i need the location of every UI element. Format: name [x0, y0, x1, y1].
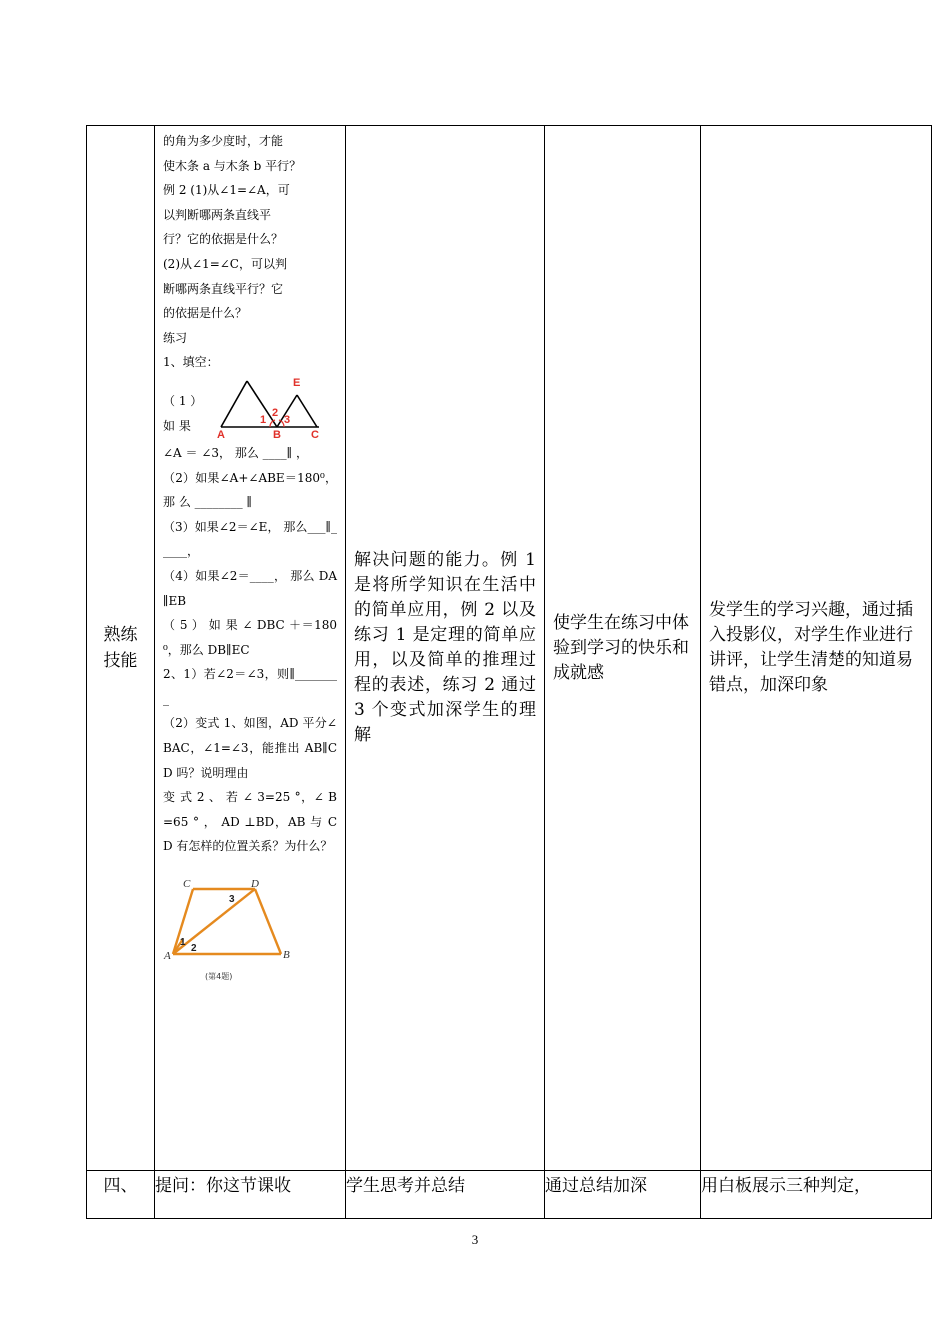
- content-line: (2)从∠1=∠C，可以判: [163, 256, 287, 271]
- content-line: 练习: [163, 330, 188, 345]
- fig1-label-E: E: [293, 376, 301, 389]
- content-line: 1、填空：: [163, 355, 219, 370]
- content-text-next: 提问：你这节课收: [155, 1176, 291, 1196]
- content-line: 的依据是什么？: [163, 306, 248, 321]
- fig2-angle-2: 2: [191, 943, 197, 955]
- exercise-line: （ 5 ） 如 果 ∠ DBC ＋＝180⁰，那么 DB∥EC: [163, 618, 337, 657]
- exercise-line: 2、1）若∠2＝∠3，则∥________: [163, 667, 337, 706]
- content-line: 的角为多少度时，才能: [163, 134, 284, 148]
- stage-cell-next: [87, 1171, 155, 1219]
- design-intent-text-next: 通过总结加深: [545, 1176, 647, 1196]
- content-line: 行？它的依据是什么？: [163, 232, 284, 247]
- student-activity-text-next: 学生思考并总结: [346, 1176, 465, 1196]
- exercise-line: （3）如果∠2＝∠E， 那么___∥_____，: [163, 519, 337, 559]
- table-row-practice: [87, 126, 932, 1171]
- fig2-angle-1: 1: [180, 937, 186, 949]
- fig1-angle-3: 3: [284, 413, 291, 426]
- design-intent-text: 使学生在练习中体验到学习的快乐和成就感: [553, 612, 689, 683]
- student-activity-cell-next: [346, 1171, 545, 1219]
- fig2-label-D: D: [251, 878, 259, 891]
- fig1-label-B: B: [273, 428, 281, 441]
- fig2-label-B: B: [283, 949, 290, 962]
- tech-use-cell-next: [701, 1171, 932, 1219]
- fig1-angle-2: 2: [272, 406, 279, 419]
- stage-cell: [87, 126, 155, 1171]
- tech-use-text-next: 用白板展示三种判定，: [701, 1176, 871, 1196]
- fig1-label-C: C: [311, 428, 319, 441]
- exercise-line: （2）变式 1、如图，AD 平分∠BAC，∠1=∠3，能推出 AB∥CD 吗？说明理由: [163, 716, 337, 780]
- fig1-angle-1: 1: [260, 413, 267, 426]
- content-cell: [155, 126, 346, 1171]
- fig1-label-A: A: [217, 428, 225, 441]
- stage-label: 熟练 技能: [103, 625, 138, 671]
- exercise-line: （2）如果∠A+∠ABE＝180⁰， 那 么 ________ ∥: [163, 470, 337, 510]
- design-intent-cell-next: [545, 1171, 701, 1219]
- trapezoid-figure: [163, 877, 293, 989]
- student-activity-text: 解决问题的能力。例 1 是将所学知识在生活中的简单应用，例 2 以及练习 1 是定理的简单应用，以及简单的推理过程的表述，练习 2 通过 3 个变式加深学生的理解: [354, 550, 536, 745]
- fig2-caption: (第4题): [205, 972, 233, 982]
- tech-use-text: 发学生的学习兴趣，通过插入投影仪，对学生作业进行讲评，让学生清楚的知道易错点，加深印象: [709, 600, 913, 695]
- exercise-line: （4）如果∠2＝____， 那么 DA∥EB: [163, 568, 337, 608]
- content-line: 以判断哪两条直线平: [163, 207, 272, 222]
- table-row-summary: [87, 1171, 932, 1219]
- content-cell-next: [155, 1171, 346, 1219]
- lesson-plan-table: [86, 125, 932, 1219]
- student-activity-cell: [346, 126, 545, 1171]
- exercise-line: ∠A ＝ ∠3， 那么 ____∥ ，: [163, 445, 309, 460]
- question-1-block: [163, 375, 337, 441]
- page-number: 3: [471, 1232, 479, 1247]
- design-intent-cell: [545, 126, 701, 1171]
- exercise-line: 变 式 2 、 若 ∠ 3=25 °，∠ B=65 ° ， AD ⊥BD，AB 与 CD 有怎样的位置关系？为什么？: [163, 790, 337, 854]
- content-line: 使木条 a 与木条 b 平行？: [163, 158, 302, 173]
- fig2-label-A: A: [164, 950, 171, 963]
- tech-use-cell: [701, 126, 932, 1171]
- content-line: 断哪两条直线平行？它: [163, 281, 284, 296]
- triangle-figure: [215, 375, 319, 441]
- q1-label: （ 1 ） 如 果: [163, 393, 203, 433]
- content-line: 例 2 (1)从∠1=∠A，可: [163, 183, 290, 198]
- fig2-angle-3: 3: [229, 894, 235, 906]
- stage-label-next: 四、: [103, 1176, 138, 1196]
- fig2-label-C: C: [183, 878, 191, 891]
